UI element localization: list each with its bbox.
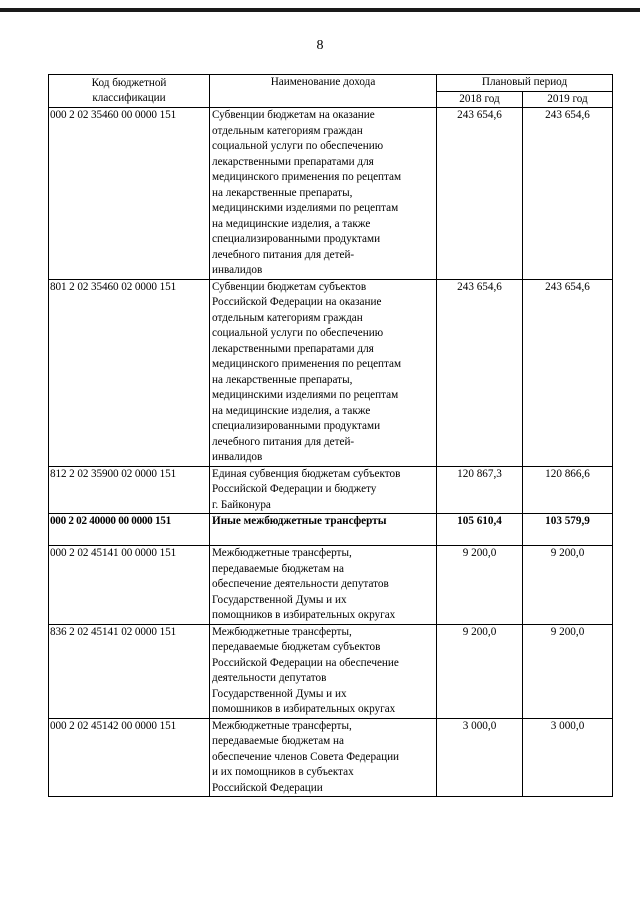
header-year-2018: 2018 год: [437, 91, 523, 108]
row-description-line: лечебного питания для детей-: [212, 435, 355, 448]
row-description-line: Межбюджетные трансферты,: [212, 719, 352, 732]
row-description-line: помошников в избирательных округах: [212, 703, 396, 715]
row-description-line: Субвенции бюджетам на оказание: [212, 109, 375, 121]
row-description-line: лекарственными препаратами для: [212, 342, 374, 355]
row-value-2019: 3 000,0: [523, 718, 613, 797]
row-description-line: Российской Федерации на оказание: [212, 296, 382, 308]
table-body: [49, 108, 613, 797]
row-description-line: обеспечение членов Совета Федерации: [212, 750, 400, 763]
table-row: [49, 279, 613, 466]
row-value-2018: 243 654,6: [437, 279, 523, 466]
header-name: Наименование дохода: [210, 75, 437, 108]
row-description-line: отдельным категориям граждан: [212, 124, 363, 137]
row-value-2019: 120 866,6: [523, 466, 613, 514]
row-code: 000 2 02 45142 00 0000 151: [49, 718, 210, 797]
row-description-line: специализированными продуктами: [212, 420, 381, 432]
row-code: 000 2 02 40000 00 0000 151: [49, 514, 210, 546]
row-description-line: Государственной Думы и их: [212, 687, 347, 700]
row-value-2019: 103 579,9: [523, 514, 613, 546]
row-description-line: помощников в избирательных округах: [212, 609, 396, 621]
row-description: [210, 279, 437, 466]
row-description-line: г. Байконура: [212, 498, 271, 511]
row-code: 801 2 02 35460 02 0000 151: [49, 279, 210, 466]
table-row: [49, 546, 613, 625]
row-value-2019: 243 654,6: [523, 279, 613, 466]
row-value-2018: 9 200,0: [437, 624, 523, 718]
row-description-line: Межбюджетные трансферты,: [212, 547, 352, 559]
row-code: 000 2 02 35460 00 0000 151: [49, 108, 210, 280]
table-row: [49, 108, 613, 280]
row-description-line: отдельным категориям граждан: [212, 311, 363, 324]
row-description: [210, 466, 437, 514]
page-top-rule: [0, 8, 640, 12]
row-description-line: социальной услуги по обеспечению: [212, 140, 384, 152]
row-description-line: медицинскими изделиями по рецептам: [212, 202, 399, 214]
row-description-line: Государственной Думы и их: [212, 593, 347, 606]
row-description-line: передаваемые бюджетам на: [212, 735, 344, 747]
row-value-2018: 9 200,0: [437, 546, 523, 625]
row-description-line: передаваемые бюджетам субъектов: [212, 641, 381, 653]
row-code: 000 2 02 45141 00 0000 151: [49, 546, 210, 625]
row-description-line: специализированными продуктами: [212, 233, 381, 245]
table-row: [49, 466, 613, 514]
header-code: Код бюджетной классификации: [49, 75, 210, 108]
row-description-line: социальной услуги по обеспечению: [212, 327, 384, 339]
table-row: [49, 718, 613, 797]
row-description-line: на медицинские изделия, а также: [212, 404, 371, 417]
row-value-2018: 105 610,4: [437, 514, 523, 546]
row-value-2018: 3 000,0: [437, 718, 523, 797]
row-description-line: Российской Федерации: [212, 781, 323, 794]
row-value-2019: 243 654,6: [523, 108, 613, 280]
row-description-line: инвалидов: [212, 264, 263, 276]
row-description-line: обеспечение деятельности депутатов: [212, 578, 389, 590]
row-description-line: на лекарственные препараты,: [212, 373, 353, 386]
row-description: [210, 514, 437, 546]
row-description-line: Российской Федерации и бюджету: [212, 483, 377, 495]
row-value-2019: 9 200,0: [523, 624, 613, 718]
row-description: [210, 546, 437, 625]
row-description-line: на медицинские изделия, а также: [212, 217, 371, 230]
row-description-line: лекарственными препаратами для: [212, 155, 374, 168]
row-description-line: Субвенции бюджетам субъектов: [212, 280, 367, 293]
row-description: [210, 108, 437, 280]
table-row: [49, 514, 613, 546]
row-description-line: лечебного питания для детей-: [212, 248, 355, 261]
row-description: [210, 624, 437, 718]
row-description-line: инвалидов: [212, 451, 263, 463]
table-row: [49, 624, 613, 718]
budget-table: [48, 74, 613, 797]
row-description-line: деятельности депутатов: [212, 672, 327, 684]
row-description-line: Межбюджетные трансферты,: [212, 625, 352, 638]
row-code: 812 2 02 35900 02 0000 151: [49, 466, 210, 514]
row-description-line: медицинскими изделиями по рецептам: [212, 389, 399, 401]
header-period: Плановый период: [437, 75, 613, 92]
row-description-line: медицинского применения по рецептам: [212, 358, 402, 370]
page-number: 8: [316, 38, 324, 53]
row-description-line: Российской Федерации на обеспечение: [212, 656, 399, 669]
row-description-line: на лекарственные препараты,: [212, 186, 353, 199]
row-description-line: Единая субвенция бюджетам субъектов: [212, 467, 401, 480]
row-description-line: медицинского применения по рецептам: [212, 171, 402, 183]
table-header-row: [49, 75, 613, 92]
row-value-2018: 243 654,6: [437, 108, 523, 280]
row-value-2018: 120 867,3: [437, 466, 523, 514]
row-description: [210, 718, 437, 797]
row-description-line: передаваемые бюджетам на: [212, 562, 344, 575]
header-year-2019: 2019 год: [523, 91, 613, 108]
row-description-line: Иные межбюджетные трансферты: [212, 515, 387, 527]
row-value-2019: 9 200,0: [523, 546, 613, 625]
row-code: 836 2 02 45141 02 0000 151: [49, 624, 210, 718]
row-description-line: и их помощников в субъектах: [212, 766, 354, 778]
